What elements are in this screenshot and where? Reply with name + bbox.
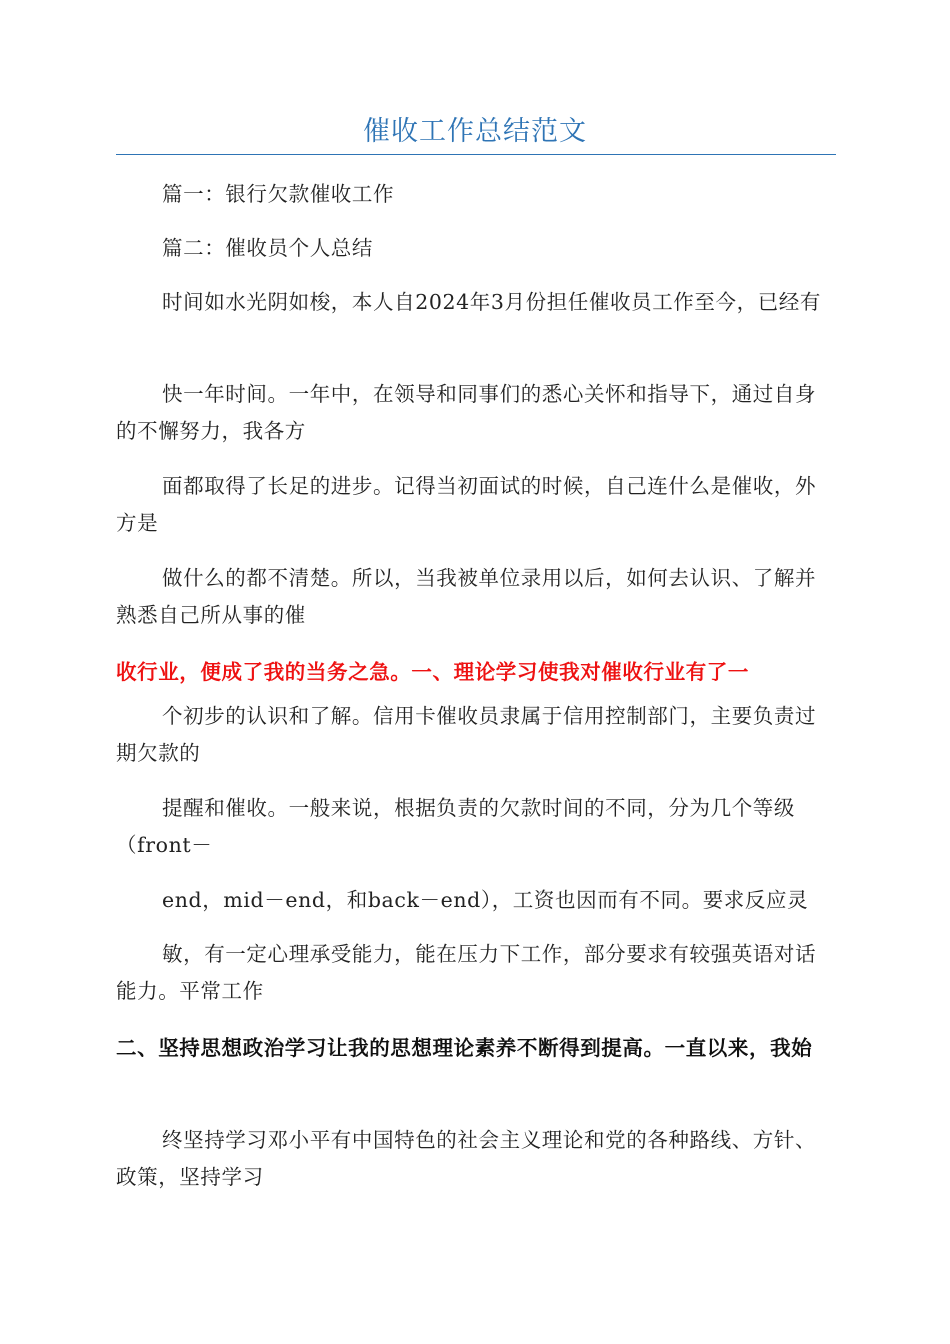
paragraph: 快一年时间。一年中，在领导和同事们的悉心关怀和指导下，通过自身的不懈努力，我各方: [116, 382, 817, 443]
paragraph: 提醒和催收。一般来说，根据负责的欠款时间的不同，分为几个等级（front－: [116, 796, 795, 857]
title-underline: [116, 154, 836, 155]
paragraph: 终坚持学习邓小平有中国特色的社会主义理论和党的各种路线、方针、政策，坚持学习: [116, 1128, 817, 1189]
document-title: 催收工作总结范文: [363, 116, 587, 147]
paragraph: 个初步的认识和了解。信用卡催收员隶属于信用控制部门，主要负责过期欠款的: [116, 704, 817, 765]
paragraph: 做什么的都不清楚。所以，当我被单位录用以后，如何去认识、了解并熟悉自己所从事的催: [116, 566, 817, 627]
paragraph: end，mid－end，和back－end），工资也因而有不同。要求反应灵: [162, 888, 809, 912]
paragraph: 面都取得了长足的进步。记得当初面试的时候，自己连什么是催收，外方是: [116, 474, 817, 535]
paragraph: 篇一：银行欠款催收工作: [162, 182, 395, 206]
paragraph: 敏，有一定心理承受能力，能在压力下工作，部分要求有较强英语对话能力。平常工作: [116, 942, 817, 1003]
highlighted-paragraph: 收行业，便成了我的当务之急。一、理论学习使我对催收行业有了一: [116, 660, 749, 684]
paragraph: 时间如水光阴如梭，本人自2024年3月份担任催收员工作至今，已经有: [162, 290, 822, 314]
section-heading: 二、坚持思想政治学习让我的思想理论素养不断得到提高。一直以来，我始: [116, 1036, 813, 1060]
paragraph: 篇二：催收员个人总结: [162, 236, 373, 260]
